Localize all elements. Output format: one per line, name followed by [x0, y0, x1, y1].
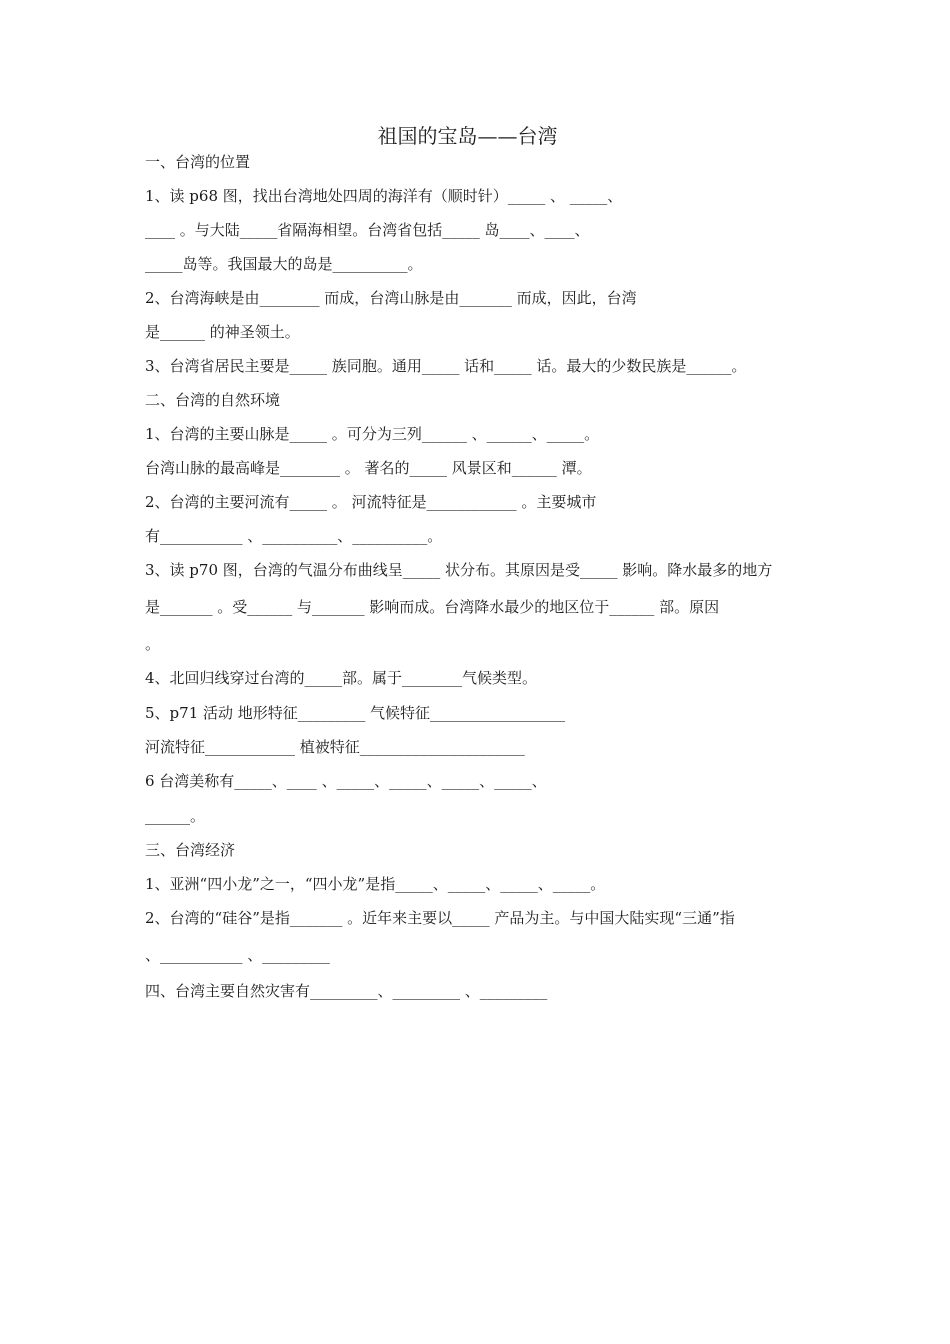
- question-line: 6 台湾美称有_____、____ 、_____、_____、_____、_____、: [145, 772, 547, 790]
- question-line: 台湾山脉的最高峰是________ 。 著名的_____ 风景区和______ 潭。: [145, 459, 592, 477]
- question-line: 4、北回归线穿过台湾的_____部。属于________气候类型。: [145, 669, 538, 687]
- question-line: ____ 。与大陆_____省隔海相望。台湾省包括_____ 岛____、____、: [145, 221, 590, 239]
- section-heading-disasters: 四、台湾主要自然灾害有_________、_________ 、_________: [145, 982, 548, 1000]
- section-heading-economy: 三、台湾经济: [145, 841, 236, 859]
- question-line: _____岛等。我国最大的岛是__________。: [145, 255, 423, 273]
- section-heading-location: 一、台湾的位置: [145, 153, 251, 171]
- question-line: 1、读 p68 图，找出台湾地处四周的海洋有（顺时针）_____ 、 _____、: [145, 187, 623, 205]
- question-line: 2、台湾的“硅谷”是指_______ 。近年来主要以_____ 产品为主。与中国大陆实现“三通”指: [145, 909, 735, 927]
- question-line: ______。: [145, 807, 206, 825]
- question-line: 。: [145, 635, 161, 653]
- question-line: 1、亚洲“四小龙”之一，“四小龙”是指_____、_____、_____、_____。: [145, 875, 606, 893]
- question-line: 是______ 的神圣领土。: [145, 323, 300, 341]
- document-title: 祖国的宝岛——台湾: [377, 124, 558, 148]
- question-line: 是_______ 。受______ 与_______ 影响而成。台湾降水最少的地区位于______ 部。原因: [145, 598, 720, 616]
- question-line: 5、p71 活动 地形特征_________ 气候特征__________________: [145, 704, 566, 722]
- question-line: 有___________ 、__________、__________。: [145, 527, 443, 545]
- question-line: 河流特征____________ 植被特征______________________: [145, 738, 525, 756]
- section-heading-nature: 二、台湾的自然环境: [145, 391, 281, 409]
- question-line: 、___________ 、_________: [145, 946, 330, 964]
- question-line: 2、台湾海峡是由________ 而成，台湾山脉是由_______ 而成，因此，台湾: [145, 289, 637, 307]
- question-line: 2、台湾的主要河流有_____ 。 河流特征是____________ 。主要城市: [145, 493, 597, 511]
- question-line: 3、台湾省居民主要是_____ 族同胞。通用_____ 话和_____ 话。最大的少数民族是______。: [145, 357, 747, 375]
- question-line: 3、读 p70 图，台湾的气温分布曲线呈_____ 状分布。其原因是受_____ 影响。降水最多的地方: [145, 561, 773, 579]
- question-line: 1、台湾的主要山脉是_____ 。可分为三列______ 、______、_____。: [145, 425, 600, 443]
